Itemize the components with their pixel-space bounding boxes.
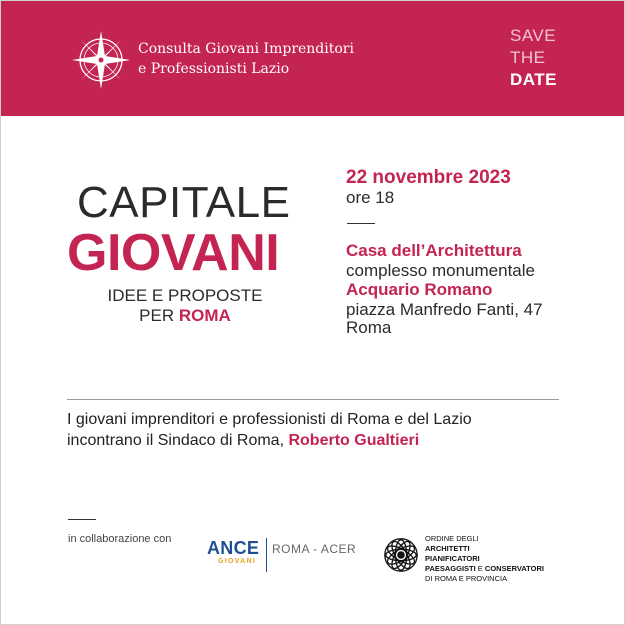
subtitle-per-roma (85, 306, 285, 326)
event-venue: Casa dell’Architettura (346, 241, 522, 260)
message-line-2 (67, 430, 419, 451)
ordine-line-3: PIANIFICATORI (425, 554, 480, 563)
divider-long (67, 399, 559, 400)
ance-divider (266, 538, 267, 572)
organization-name (138, 39, 354, 79)
ordine-architetti-text (425, 534, 544, 584)
event-acquario: Acquario Romano (346, 280, 493, 299)
ordine-line-5: DI ROMA E PROVINCIA (425, 574, 508, 583)
save-line-1: SAVE (510, 26, 557, 45)
message-line-2-text: incontrano il Sindaco di Roma, (67, 432, 285, 449)
title-giovani: GIOVANI (67, 224, 280, 282)
ance-logo: ANCE (207, 538, 260, 558)
event-address: piazza Manfredo Fanti, 47 (346, 300, 543, 319)
subtitle-idee: IDEE E PROPOSTE (107, 286, 263, 305)
ordine-line-4 (425, 564, 544, 574)
event-time: ore 18 (346, 188, 395, 207)
ordine-architetti-logo-icon (382, 536, 420, 574)
message-line-1: I giovani imprenditori e professionisti di Roma e del Lazio (67, 411, 472, 428)
ordine-line-1: ORDINE DEGLI (425, 534, 479, 543)
ordine-line-4c: CONSERVATORI (484, 564, 544, 573)
org-line-2: e Professionisti Lazio (138, 61, 290, 77)
subtitle-per: PER (139, 306, 175, 325)
save-line-2: THE (510, 48, 546, 67)
org-line-1: Consulta Giovani Imprenditori (138, 41, 354, 57)
event-date: 22 novembre 2023 (346, 167, 511, 188)
event-complex: complesso monumentale (346, 261, 535, 280)
compass-rose-icon (71, 30, 131, 90)
event-city: Roma (346, 318, 392, 337)
ordine-line-4b: E (477, 564, 483, 573)
subtitle-roma: ROMA (178, 306, 231, 325)
save-the-date (510, 25, 557, 91)
ordine-line-2: ARCHITETTI (425, 544, 470, 553)
ordine-line-4a: PAESAGGISTI (425, 564, 476, 573)
footer-divider (68, 519, 96, 520)
ance-giovani: GIOVANI (218, 558, 257, 565)
divider-short (347, 223, 375, 224)
save-line-3: DATE (510, 70, 558, 89)
ance-roma-acer: ROMA - ACER (272, 542, 357, 556)
mayor-name: Roberto Gualtieri (288, 432, 420, 449)
collaboration-label: in collaborazione con (68, 533, 172, 545)
title-capitale: CAPITALE (77, 178, 291, 227)
header-banner (1, 1, 624, 116)
